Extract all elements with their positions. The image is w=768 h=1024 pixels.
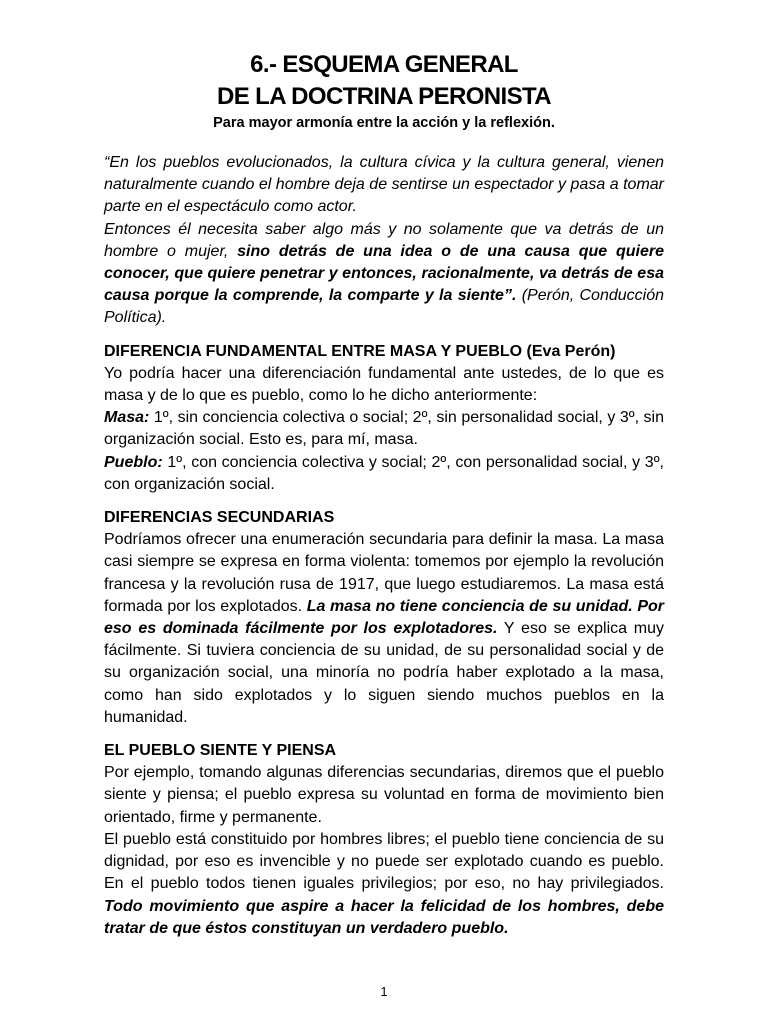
pueblo-definition xyxy=(104,452,664,496)
document-body xyxy=(104,152,664,940)
section3-text-start: El pueblo está constituido por hombres libres; el pueblo tiene conciencia de su dignidad, por eso es invencible y no puede ser explotado cuando es pueblo. En el pueblo todos tienen iguales privilegios; por eso, no hay privilegiados. xyxy=(104,830,664,893)
masa-text: 1º, sin conciencia colectiva o social; 2º, sin personalidad social, y 3º, sin organización social. Esto es, para mí, masa. xyxy=(104,409,664,449)
section3-emphasis: Todo movimiento que aspire a hacer la felicidad de los hombres, debe tratar de que éstos constituyan un verdadero pueblo. xyxy=(104,897,664,937)
subtitle: Para mayor armonía entre la acción y la reflexión. xyxy=(213,115,555,131)
section-heading-masa-pueblo: DIFERENCIA FUNDAMENTAL ENTRE MASA Y PUEBLO (Eva Perón) xyxy=(104,342,616,360)
section1-intro: Yo podría hacer una diferenciación fundamental ante ustedes, de lo que es masa y de lo que es pueblo, como lo he dicho anteriormente: xyxy=(104,364,664,405)
quote-text-1: “En los pueblos evolucionados, la cultura cívica y la cultura general, vienen naturalmente cuando el hombre deja de sentirse un espectador y pasa a tomar parte en el espectáculo como actor. xyxy=(104,154,664,216)
section3-paragraph-2 xyxy=(104,829,664,940)
section2-text-start: Podríamos ofrecer una enumeración secundaria para definir la masa. La masa casi siempre se expresa en forma violenta: tomemos por ejemplo la revolución francesa y la revolución rusa de 1917, que luego estudiaremos. La masa está formada por los explotados. xyxy=(104,531,664,615)
masa-label: Masa: xyxy=(104,409,150,427)
section-heading-pueblo-siente: EL PUEBLO SIENTE Y PIENSA xyxy=(104,742,337,760)
masa-definition xyxy=(104,407,664,451)
title-line-1: 6.- ESQUEMA GENERAL xyxy=(250,51,518,78)
pueblo-text: 1º, con conciencia colectiva y social; 2º, con personalidad social, y 3º, con organización social. xyxy=(104,453,664,493)
section3-paragraph-1: Por ejemplo, tomando algunas diferencias secundarias, diremos que el pueblo siente y piensa; el pueblo expresa su voluntad en forma de movimiento bien orientado, firme y permanente. xyxy=(104,764,664,826)
title-line-2: DE LA DOCTRINA PERONISTA xyxy=(216,83,552,110)
section-heading-secundarias: DIFERENCIAS SECUNDARIAS xyxy=(104,509,335,527)
quote-citation: (Perón, Conducción Política). xyxy=(104,287,664,327)
section2-text-end: Y eso se explica muy fácilmente. Si tuviera conciencia de su unidad, de su personalidad social y de su organización social, una minoría no podría haber explotado a la masa, como han sido explotados y lo siguen siendo muchos pueblos en la humanidad. xyxy=(104,620,665,726)
quote-emphasis: sino detrás de una idea o de una causa que quiere conocer, que quiere penetrar y entonces, racionalmente, va detrás de esa causa porque la comprende, la comparte y la siente”. xyxy=(104,242,665,305)
quote-text-2-start: Entonces él necesita saber algo más y no solamente que va detrás de un hombre o mujer, xyxy=(104,220,664,260)
quote-paragraph-2 xyxy=(104,219,664,330)
section2-emphasis: La masa no tiene conciencia de su unidad. Por eso es dominada fácilmente por los explotadores. xyxy=(104,597,665,638)
page-number: 1 xyxy=(380,984,388,999)
section2-paragraph xyxy=(104,529,664,729)
pueblo-label: Pueblo: xyxy=(104,453,163,471)
quote-paragraph-1 xyxy=(104,152,664,219)
